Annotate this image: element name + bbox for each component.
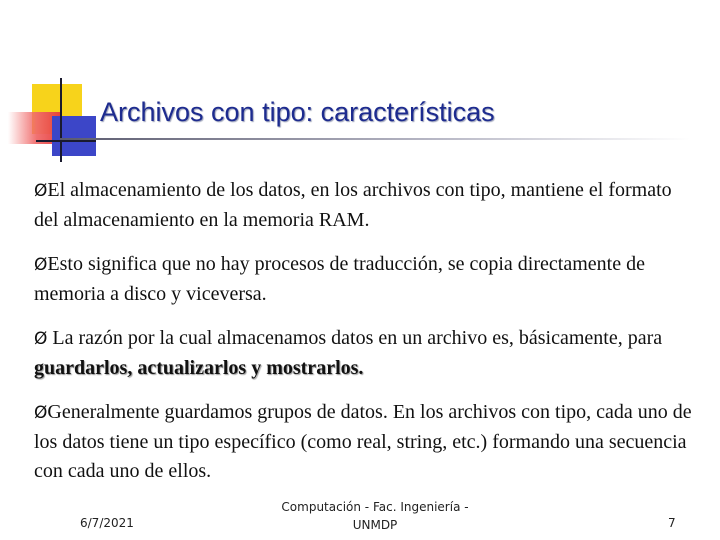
footer-center-line1: Computación - Fac. Ingeniería - (281, 500, 469, 514)
bullet-text: Esto significa que no hay procesos de traducción, se copia directamente de memoria a disco y viceversa. (34, 253, 645, 305)
logo-vertical-line (60, 78, 62, 162)
footer-center-line2: UNMDP (352, 518, 398, 532)
logo-horizontal-line (36, 140, 96, 142)
title-underline (60, 138, 690, 140)
bullet-arrow-icon: Ø (34, 403, 48, 423)
logo-blue-square (52, 116, 96, 156)
bullet-item (34, 250, 694, 309)
decorative-logo (0, 0, 110, 170)
bullet-arrow-icon: Ø (34, 181, 48, 201)
bullet-arrow-icon: Ø (34, 255, 48, 275)
footer-page-number: 7 (668, 516, 676, 530)
bullet-arrow-icon: Ø (34, 329, 48, 349)
bullet-item (34, 398, 694, 486)
footer-date: 6/7/2021 (80, 516, 134, 530)
bullet-list (34, 176, 694, 501)
footer-center (250, 498, 500, 534)
slide-title: Archivos con tipo: características (100, 97, 495, 127)
bullet-text: Generalmente guardamos grupos de datos. En los archivos con tipo, cada uno de los datos tiene un tipo específico (como real, string, etc.) formando una secuencia con cada uno de ellos. (34, 401, 692, 482)
bullet-item (34, 324, 694, 383)
bullet-text: La razón por la cual almacenamos datos en un archivo es, básicamente, para (47, 327, 663, 349)
bullet-item (34, 176, 694, 235)
bullet-text: El almacenamiento de los datos, en los archivos con tipo, mantiene el formato del almacenamiento en la memoria RAM. (34, 179, 672, 231)
bullet-emphasis: guardarlos, actualizarlos y mostrarlos. (34, 357, 364, 379)
